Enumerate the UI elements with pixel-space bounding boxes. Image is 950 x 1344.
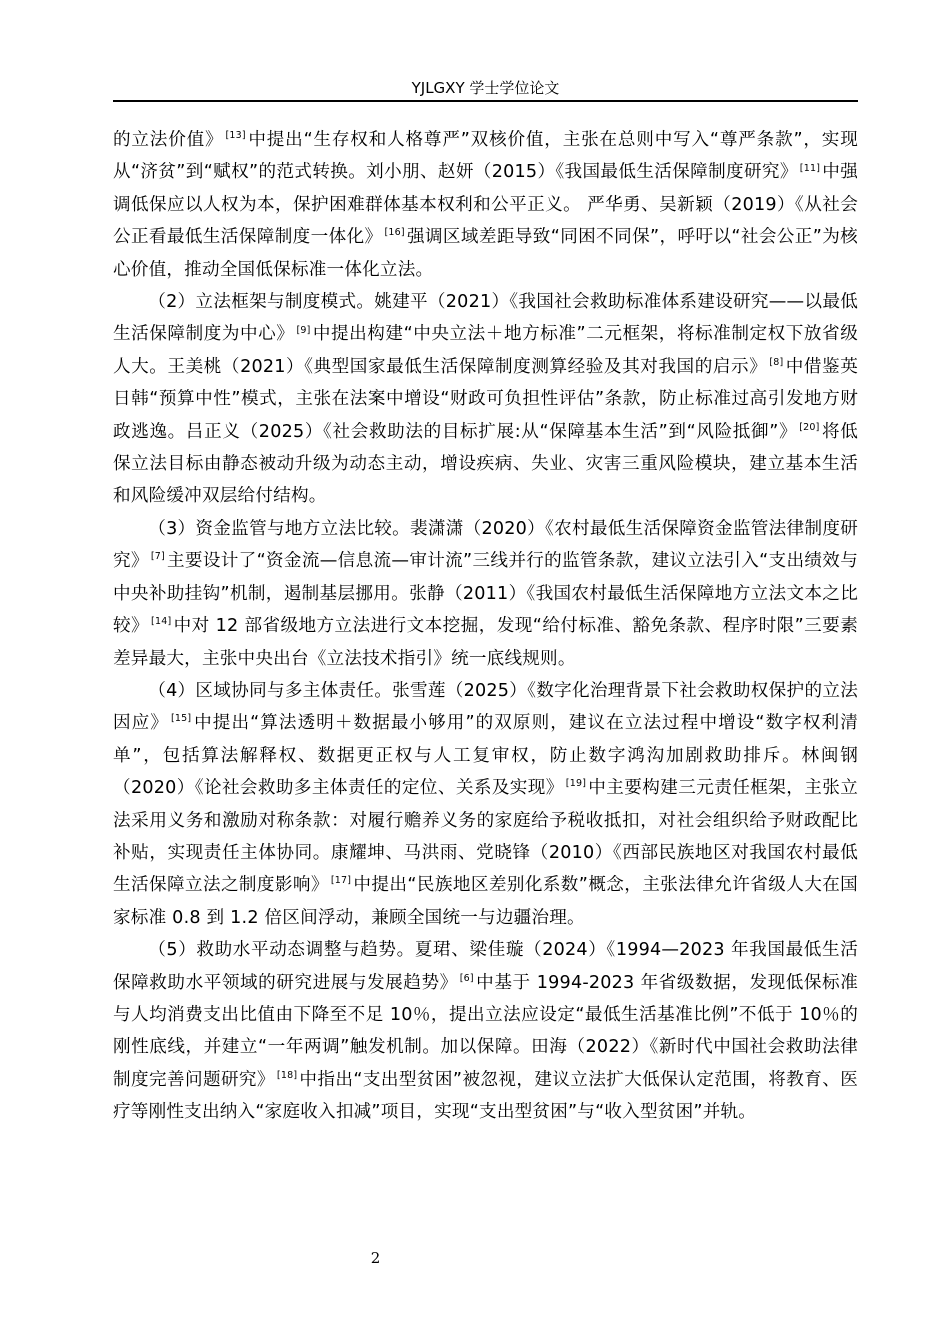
citation-ref: [18] (276, 1069, 298, 1081)
citation-ref: [8] (769, 356, 784, 368)
paragraph-text: （2）立法框架与制度模式。姚建平（2021）《我国社会救助标准体系建设研究——以最低生活保障制度为中心》 (113, 292, 858, 345)
paragraph-text: （4）区域协同与多主体责任。张雪莲（2025）《数字化治理背景下社会救助权保护的立法因应》 (113, 680, 858, 734)
paragraph-text: 中强调低保应以人权为本，保护困难群体基本权利和公平正义。 严华勇、吴新颖（2019）《从社会公正看最低生活保障制度一体化》 (113, 162, 858, 248)
body-paragraph (113, 675, 858, 934)
body-paragraph (113, 934, 858, 1128)
paragraph-text: 将低保立法目标由静态被动升级为动态主动，增设疾病、失业、灾害三重风险模块，建立基本生活和风险缓冲双层给付结构。 (113, 421, 858, 507)
citation-ref: [11] (799, 162, 821, 174)
citation-ref: [17] (330, 875, 352, 887)
paragraph-text: 主要设计了“资金流—信息流—审计流”三线并行的监管条款，建议立法引入“支出绩效与中央补助挂钩”机制，遏制基层挪用。张静（2011）《我国农村最低生活保障地方立法文本之比较》 (113, 551, 858, 637)
body-paragraph (113, 286, 858, 513)
citation-ref: [20] (799, 421, 820, 433)
citation-ref: [19] (565, 778, 587, 790)
citation-ref: [15] (170, 713, 192, 725)
paragraph-text: （3）资金监管与地方立法比较。裴潇潇（2020）《农村最低生活保障资金监管法律制度研究》 (113, 518, 858, 572)
citation-ref: [13] (225, 130, 246, 142)
paragraph-text: 中基于 1994-2023 年省级数据，发现低保标准与人均消费支出比值由下降至不足 10％，提出立法应设定“最低生活基准比例”不低于 10％的刚性底线，并建立“一年两调”触发机制。加以保障。田海（2022）《新时代中国社会救助法律制度完善问题研究》 (113, 972, 858, 1090)
paragraph-text: 中对 12 部省级地方立法进行文本挖掘，发现“给付标准、豁免条款、程序时限”三要素差异最大，主张中央出台《立法技术指引》统一底线规则。 (113, 616, 858, 669)
body-text (113, 124, 858, 1129)
citation-ref: [16] (384, 227, 405, 239)
citation-ref: [14] (151, 616, 172, 628)
page-number: 2 (370, 1249, 381, 1267)
paragraph-text: 中提出构建“中央立法＋地方标准”二元框架，将标准制定权下放省级人大。王美桃（2021）《典型国家最低生活保障制度测算经验及其对我国的启示》 (113, 324, 858, 377)
paragraph-text: 中提出“算法透明＋数据最小够用”的双原则，建议在立法过程中增设“数字权利清单”，包括算法解释权、数据更正权与人工复审权，防止数字鸿沟加剧救助排斥。林闽钢（2020）《论社会救助多主体责任的定位、关系及实现》 (113, 713, 858, 799)
paragraph-text: 强调区域差距导致“同困不同保”，呼吁以“社会公正”为核心价值，推动全国低保标准一体化立法。 (113, 227, 858, 280)
body-paragraph (113, 124, 858, 286)
paragraph-text: 中提出“民族地区差别化系数”概念，主张法律允许省级人大在国家标准 0.8 到 1.2 倍区间浮动，兼顾全国统一与边疆治理。 (113, 875, 858, 928)
paragraph-text: 的立法价值》 (113, 130, 224, 150)
citation-ref: [7] (150, 551, 165, 563)
header-rule (113, 100, 858, 102)
paragraph-text: 中主要构建三元责任框架，主张立法采用义务和激励对称条款：对履行赡养义务的家庭给予税收抵扣，对社会组织给予财政配比补贴，实现责任主体协同。康耀坤、马洪雨、党晓锋（2010）《西部民族地区对我国农村最低生活保障立法之制度影响》 (113, 778, 858, 896)
paragraph-text: （5）救助水平动态调整与趋势。夏珺、梁佳璇（2024）《1994—2023 年我国最低生活保障救助水平领域的研究进展与发展趋势》 (113, 940, 858, 993)
citation-ref: [6] (459, 972, 474, 984)
paragraph-text: 中指出“支出型贫困”被忽视，建议立法扩大低保认定范围，将教育、医疗等刚性支出纳入“家庭收入扣减”项目，实现“支出型贫困”与“收入型贫困”并轨。 (113, 1069, 858, 1123)
citation-ref: [9] (296, 324, 311, 336)
body-paragraph (113, 513, 858, 675)
page-header-title: YJLGXY 学士学位论文 (411, 79, 560, 97)
paragraph-text: 中借鉴英日韩“预算中性”模式，主张在法案中增设“财政可负担性评估”条款，防止标准过高引发地方财政逃逸。吕正义（2025）《社会救助法的目标扩展:从“保障基本生活”到“风险抵御”》 (113, 356, 858, 442)
paragraph-text: 中提出“生存权和人格尊严”双核价值，主张在总则中写入“尊严条款”，实现从“济贫”到“赋权”的范式转换。刘小朋、赵妍（2015）《我国最低生活保障制度研究》 (113, 130, 858, 183)
